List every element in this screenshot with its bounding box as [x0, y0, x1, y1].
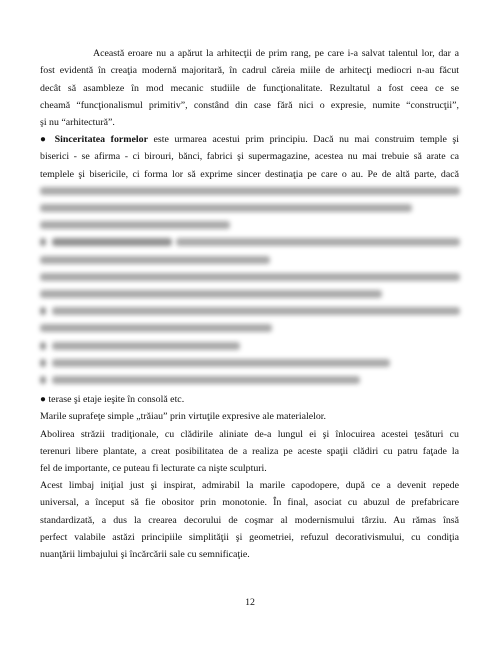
blurred-line [40, 187, 460, 195]
blurred-line [40, 324, 272, 332]
paragraph-line: cheamă “funcţionalismul primitiv”, constând din case fără nici o expresie, numite “construcţii”, [40, 100, 459, 111]
paragraph-line: Această eroare nu a apărut la arhitecţii de prim rang, pe care i-a salvat talentul lor, dar a [93, 48, 459, 59]
blurred-line [176, 238, 460, 246]
paragraph-line: biserici - se afirma - ci birouri, bănci, fabrici şi supermagazine, acestea nu mai trebuie să arate ca [40, 151, 459, 162]
paragraph-line: Abolirea străzii tradiţionale, cu clădirile aliniate de-a lungul ei şi înlocuirea acestei ţesături cu [40, 429, 459, 440]
bullet-text: terase şi etaje ieşite în consolă etc. [48, 394, 185, 405]
blurred-bullet [40, 238, 46, 246]
paragraph-line: Marile suprafeţe simple „trăiau” prin virtuţile expresive ale materialelor. [40, 411, 326, 422]
blurred-bullet [40, 376, 46, 384]
blurred-bullet [40, 307, 46, 315]
blurred-line [40, 204, 412, 212]
blurred-line [52, 342, 240, 350]
paragraph-line: perfect valabile astăzi principiile simplităţii şi geometriei, refuzul decorativismului, cu condiţia [40, 532, 459, 543]
paragraph-line: universal, a început să fie obositor prin monotonie. În final, asociat cu abuzul de prefabricare [40, 497, 459, 508]
paragraph-line: terenuri libere plantate, a creat posibilitatea de a realiza pe aceste spaţii clădiri cu patru faţade la [40, 446, 459, 457]
paragraph-line: fost evidentă în creaţia modernă majoritară, în cadrul căreia miile de arhitecţi mediocri n-au făcut [40, 65, 459, 76]
bullet-marker: ● [40, 134, 50, 145]
paragraph-line: decât să asambleze în mod mecanic studiile de funcţionalitate. Rezultatul a fost ceea ce se [40, 83, 459, 94]
paragraph-line: templele şi bisericile, ci forma lor să exprime sincer destinaţia pe care o au. Pe de altă parte, dacă [40, 169, 459, 180]
blurred-line [40, 221, 230, 229]
blurred-bullet [40, 342, 46, 350]
page-number: 12 [245, 597, 255, 608]
blurred-line [52, 307, 460, 315]
paragraph-line: Acest limbaj iniţial just şi inspirat, admirabil la marile capodopere, după ce a devenit repede [40, 480, 459, 491]
paragraph-line: fel de importante, ce puteau fi lecturate ca nişte sculpturi. [40, 463, 267, 474]
blurred-line [40, 273, 460, 281]
blurred-line [40, 290, 382, 298]
blurred-line [40, 256, 270, 264]
blurred-line [52, 359, 390, 367]
blurred-line [52, 376, 360, 384]
blurred-heading [52, 238, 172, 246]
paragraph-line: nuanţării limbajului şi încărcării sale cu semnificaţie. [40, 549, 250, 560]
bullet-item [40, 131, 459, 148]
paragraph-line: şi nu “arhitectură”. [40, 117, 115, 128]
bullet-heading: Sinceritatea formelor [54, 134, 148, 145]
bullet-marker: ● [40, 394, 46, 405]
bullet-text: este urmarea acestui prim principiu. Dacă nu mai construim temple şi [153, 134, 460, 145]
paragraph-line: standardizată, a dus la crearea decorului de coşmar al modernismului târziu. Au rămas însă [40, 515, 459, 526]
bullet-item [40, 391, 184, 408]
blurred-bullet [40, 359, 46, 367]
